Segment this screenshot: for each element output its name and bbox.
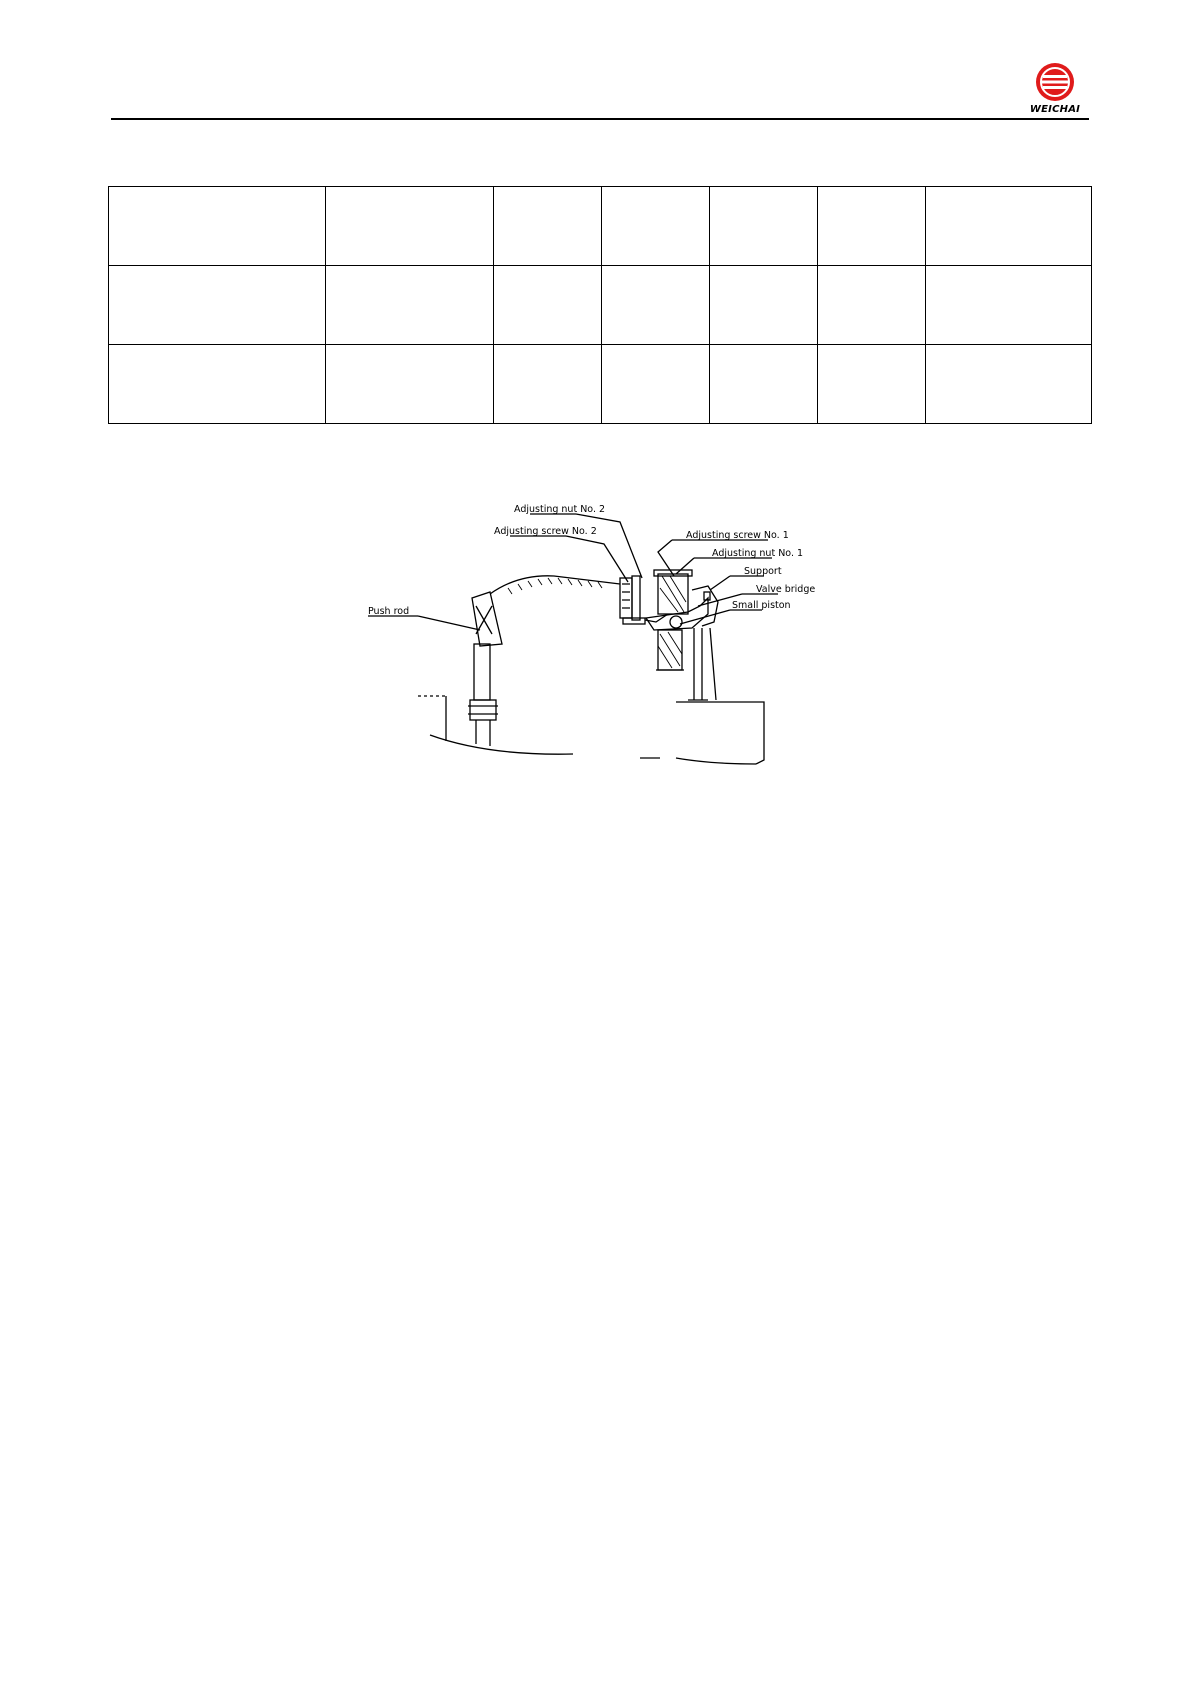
table-cell [602,187,710,266]
table-cell [494,266,602,345]
table-row [109,345,1092,424]
valve-mechanism-drawing [358,494,828,774]
table-cell [710,187,818,266]
table-cell [602,266,710,345]
table-row [109,187,1092,266]
label-adjusting-screw-2: Adjusting screw No. 2 [494,526,597,537]
table-cell [710,345,818,424]
blank-table [108,186,1092,424]
table-cell [326,266,494,345]
label-adjusting-screw-1: Adjusting screw No. 1 [686,530,789,541]
logo-text: WEICHAI [1029,104,1081,115]
table-cell [109,187,326,266]
table-cell [818,187,926,266]
drawing-svg [358,494,828,774]
label-adjusting-nut-1: Adjusting nut No. 1 [712,548,804,559]
table-cell [494,345,602,424]
table-row [109,266,1092,345]
table-cell [326,345,494,424]
table-cell [818,266,926,345]
label-push-rod: Push rod [368,606,410,617]
weichai-logo [1018,62,1092,120]
label-small-piston: Small piston [732,600,791,611]
table-cell [326,187,494,266]
table-cell [602,345,710,424]
label-adjusting-nut-2: Adjusting nut No. 2 [514,504,606,515]
table-cell [109,345,326,424]
label-support: Support [744,566,782,577]
table-cell [926,187,1092,266]
table-cell [926,266,1092,345]
table-cell [710,266,818,345]
table-cell [494,187,602,266]
weichai-logo-mark [1018,62,1092,106]
table-cell [818,345,926,424]
table-cell [926,345,1092,424]
table-cell [109,266,326,345]
label-valve-bridge: Valve bridge [756,584,816,595]
header-rule [111,118,1089,120]
